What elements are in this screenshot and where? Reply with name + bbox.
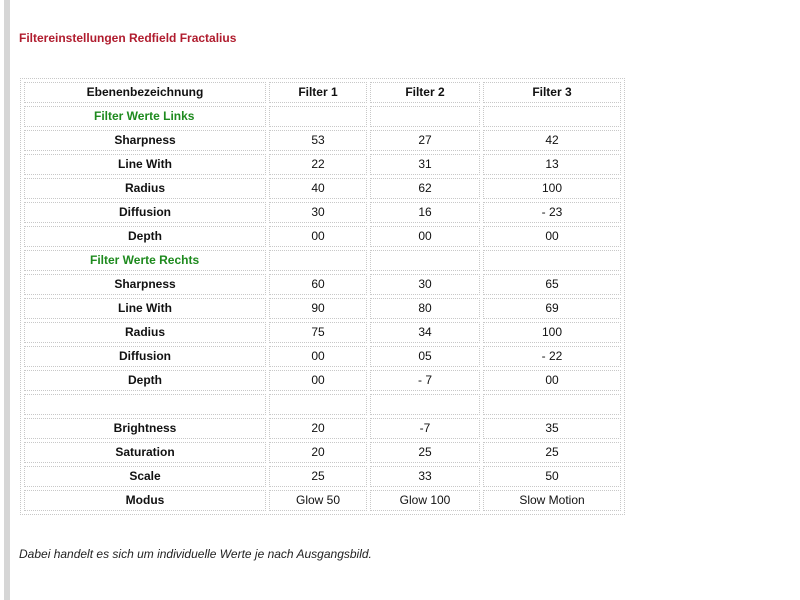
spacer-row xyxy=(24,394,621,415)
table-cell: Glow 50 xyxy=(269,490,367,511)
table-cell: 31 xyxy=(370,154,480,175)
table-cell: 69 xyxy=(483,298,621,319)
group-row-links xyxy=(24,106,621,127)
table-cell: 100 xyxy=(483,178,621,199)
filter-settings-table xyxy=(20,78,625,515)
row-label: Radius xyxy=(24,322,266,343)
group-heading-links xyxy=(24,106,266,127)
row-label: Saturation xyxy=(24,442,266,463)
table-cell xyxy=(483,250,621,271)
table-cell: 13 xyxy=(483,154,621,175)
header-filter-2: Filter 2 xyxy=(370,82,480,103)
table-row xyxy=(24,226,621,247)
table-cell: 00 xyxy=(269,370,367,391)
table-cell: 05 xyxy=(370,346,480,367)
table-cell: 20 xyxy=(269,442,367,463)
table-header-row xyxy=(24,82,621,103)
header-filter-3: Filter 3 xyxy=(483,82,621,103)
table-row xyxy=(24,418,621,439)
table-cell: 00 xyxy=(269,226,367,247)
header-ebenenbezeichnung: Ebenenbezeichnung xyxy=(24,82,266,103)
row-label: Scale xyxy=(24,466,266,487)
group-heading-links-label: Filter Werte Links xyxy=(94,109,195,123)
page-left-border xyxy=(0,0,12,600)
table-cell: 50 xyxy=(483,466,621,487)
table-row xyxy=(24,490,621,511)
table-cell: - 22 xyxy=(483,346,621,367)
table-cell: 75 xyxy=(269,322,367,343)
table-cell xyxy=(370,394,480,415)
row-label: Diffusion xyxy=(24,202,266,223)
table-cell xyxy=(370,106,480,127)
table-cell xyxy=(269,106,367,127)
table-row xyxy=(24,130,621,151)
table-cell: 42 xyxy=(483,130,621,151)
table-row xyxy=(24,154,621,175)
table-row xyxy=(24,370,621,391)
table-cell: 00 xyxy=(483,226,621,247)
table-row xyxy=(24,442,621,463)
header-filter-1: Filter 1 xyxy=(269,82,367,103)
table-cell: 30 xyxy=(269,202,367,223)
table-cell xyxy=(269,250,367,271)
table-cell: 33 xyxy=(370,466,480,487)
table-cell: 53 xyxy=(269,130,367,151)
row-label: Sharpness xyxy=(24,274,266,295)
table-cell xyxy=(24,394,266,415)
page-title: Filtereinstellungen Redfield Fractalius xyxy=(19,31,237,45)
row-label: Line With xyxy=(24,154,266,175)
table-cell: 35 xyxy=(483,418,621,439)
row-label: Depth xyxy=(24,226,266,247)
table-cell: 60 xyxy=(269,274,367,295)
table-row xyxy=(24,202,621,223)
row-label: Sharpness xyxy=(24,130,266,151)
table-row xyxy=(24,298,621,319)
table-row xyxy=(24,322,621,343)
table-cell: 16 xyxy=(370,202,480,223)
row-label: Modus xyxy=(24,490,266,511)
table-row xyxy=(24,274,621,295)
table-cell: Glow 100 xyxy=(370,490,480,511)
table-cell xyxy=(269,394,367,415)
group-row-rechts xyxy=(24,250,621,271)
row-label: Depth xyxy=(24,370,266,391)
table-cell: 22 xyxy=(269,154,367,175)
row-label: Diffusion xyxy=(24,346,266,367)
table-cell: - 23 xyxy=(483,202,621,223)
table-cell xyxy=(370,250,480,271)
row-label: Brightness xyxy=(24,418,266,439)
table-cell xyxy=(483,106,621,127)
table-cell: -7 xyxy=(370,418,480,439)
table-cell: 90 xyxy=(269,298,367,319)
table-cell xyxy=(483,394,621,415)
table-cell: Slow Motion xyxy=(483,490,621,511)
group-heading-rechts xyxy=(24,250,266,271)
table-cell: 00 xyxy=(483,370,621,391)
table-row xyxy=(24,178,621,199)
table-cell: 25 xyxy=(370,442,480,463)
table-cell: 25 xyxy=(269,466,367,487)
footer-note: Dabei handelt es sich um individuelle Werte je nach Ausgangsbild. xyxy=(19,547,372,561)
table-cell: 34 xyxy=(370,322,480,343)
table-cell: 30 xyxy=(370,274,480,295)
table-cell: 20 xyxy=(269,418,367,439)
table-row xyxy=(24,346,621,367)
row-label: Radius xyxy=(24,178,266,199)
group-heading-rechts-label: Filter Werte Rechts xyxy=(90,253,200,267)
table-cell: 00 xyxy=(370,226,480,247)
table-cell: 80 xyxy=(370,298,480,319)
table-row xyxy=(24,466,621,487)
table-cell: 27 xyxy=(370,130,480,151)
row-label: Line With xyxy=(24,298,266,319)
table-cell: - 7 xyxy=(370,370,480,391)
table-cell: 40 xyxy=(269,178,367,199)
table-cell: 100 xyxy=(483,322,621,343)
table-cell: 62 xyxy=(370,178,480,199)
table-cell: 65 xyxy=(483,274,621,295)
table-cell: 25 xyxy=(483,442,621,463)
table-cell: 00 xyxy=(269,346,367,367)
